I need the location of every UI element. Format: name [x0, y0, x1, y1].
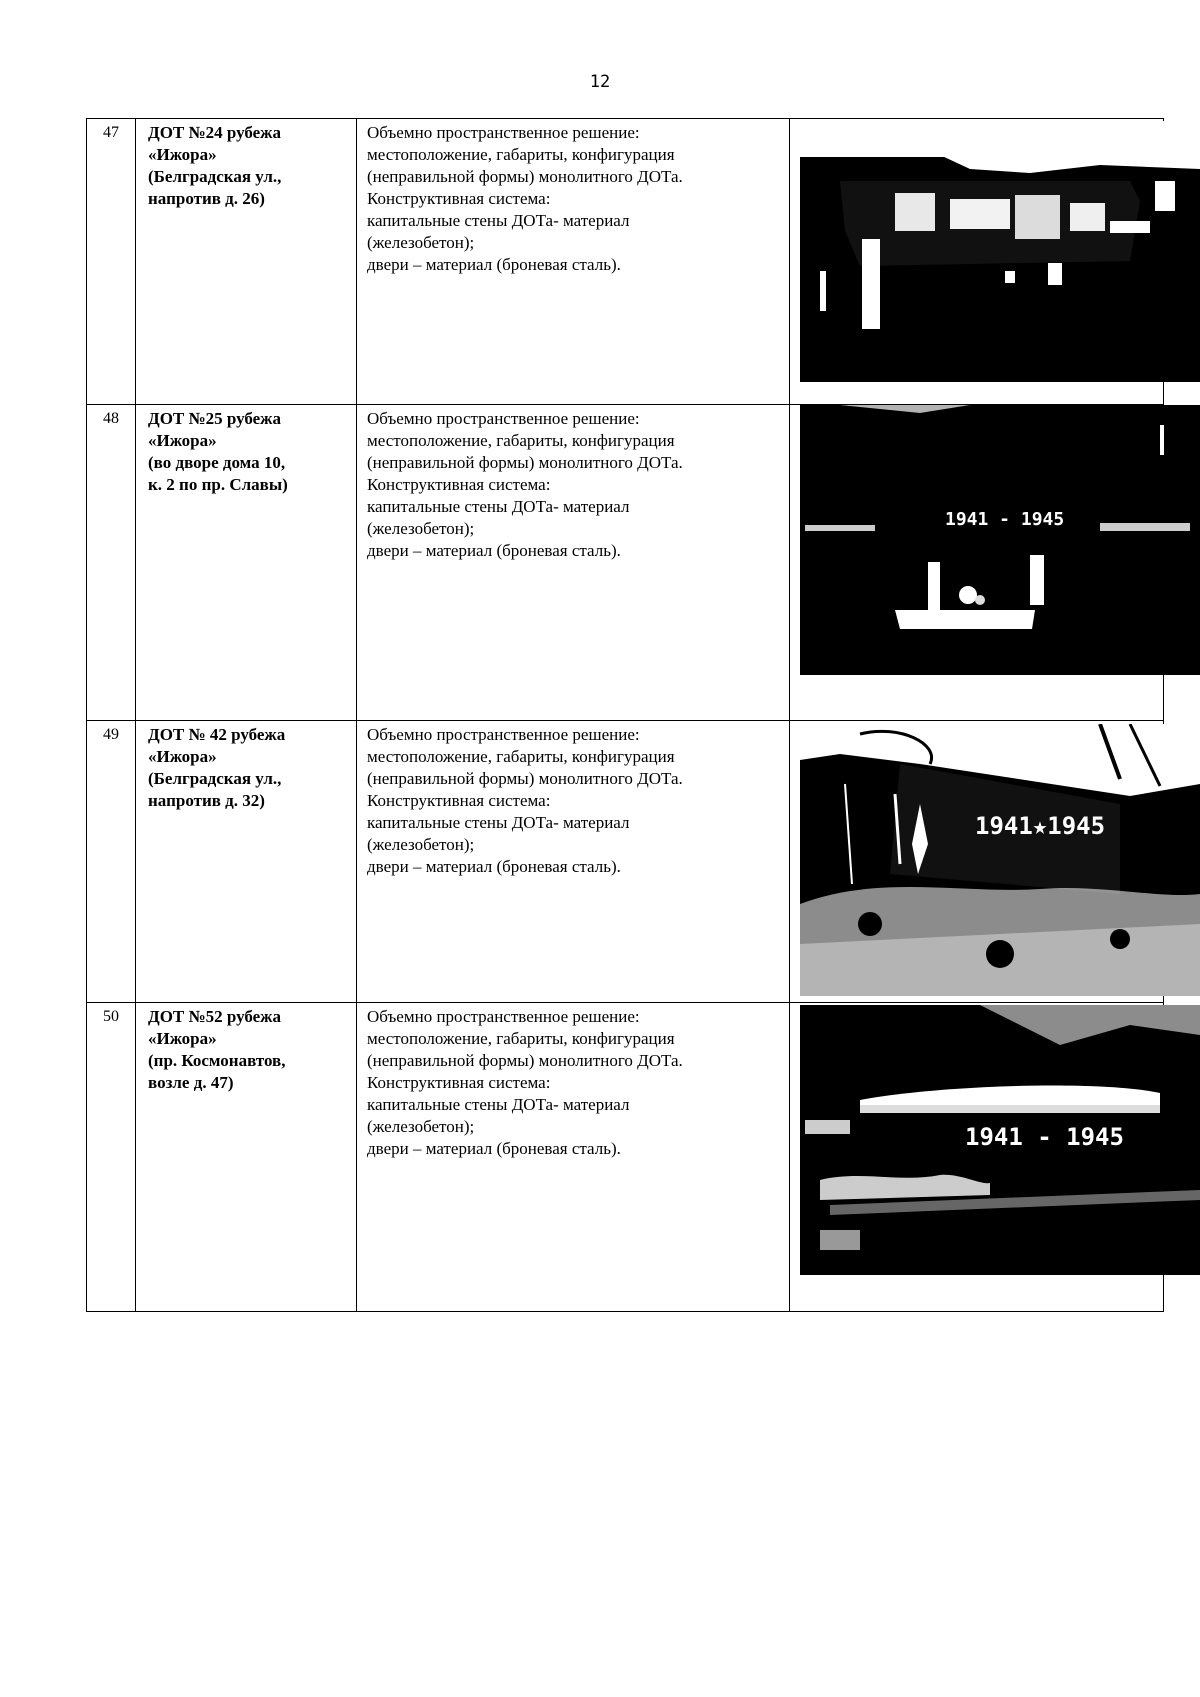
- description-line: Конструктивная система:: [367, 1073, 551, 1092]
- object-description-cell: [357, 721, 790, 1003]
- description-line: капитальные стены ДОТа- материал: [367, 497, 630, 516]
- object-name-line: «Ижора»: [148, 431, 217, 450]
- table-row: [87, 1003, 1164, 1312]
- object-name-line: возле д. 47): [148, 1073, 234, 1092]
- object-name-line: к. 2 по пр. Славы): [148, 475, 288, 494]
- bunker-photo: [800, 1005, 1200, 1275]
- object-name-line: ДОТ № 42 рубежа: [148, 725, 286, 744]
- photo-caption: 1941 - 1945: [965, 1123, 1124, 1151]
- description-line: (неправильной формы) монолитного ДОТа.: [367, 1051, 683, 1070]
- description-line: двери – материал (броневая сталь).: [367, 255, 621, 274]
- description-line: (неправильной формы) монолитного ДОТа.: [367, 453, 683, 472]
- table-row: [87, 119, 1164, 405]
- description-line: (железобетон);: [367, 835, 475, 854]
- description-line: (железобетон);: [367, 1117, 475, 1136]
- description-line: (железобетон);: [367, 233, 475, 252]
- object-name-line: (пр. Космонавтов,: [148, 1051, 286, 1070]
- bunker-photo: [800, 405, 1200, 675]
- object-name-cell: [136, 119, 357, 405]
- row-number: 49: [87, 721, 136, 1003]
- description-line: двери – материал (броневая сталь).: [367, 1139, 621, 1158]
- object-name-cell: [136, 405, 357, 721]
- photo-cell: [790, 119, 1164, 405]
- description-line: двери – материал (броневая сталь).: [367, 857, 621, 876]
- description-line: Объемно пространственное решение:: [367, 1007, 640, 1026]
- row-number: 47: [87, 119, 136, 405]
- photo-caption: 1941★1945: [975, 812, 1106, 840]
- object-description-cell: [357, 119, 790, 405]
- description-line: (неправильной формы) монолитного ДОТа.: [367, 167, 683, 186]
- object-name-line: ДОТ №25 рубежа: [148, 409, 281, 428]
- table-row: [87, 405, 1164, 721]
- object-name-line: (Белградская ул.,: [148, 167, 282, 186]
- description-line: местоположение, габариты, конфигурация: [367, 431, 675, 450]
- photo-cell: [790, 405, 1164, 721]
- description-line: (неправильной формы) монолитного ДОТа.: [367, 769, 683, 788]
- object-name-line: «Ижора»: [148, 145, 217, 164]
- description-line: местоположение, габариты, конфигурация: [367, 145, 675, 164]
- description-line: капитальные стены ДОТа- материал: [367, 1095, 630, 1114]
- bunker-photo: [800, 121, 1200, 382]
- description-line: Объемно пространственное решение:: [367, 123, 640, 142]
- row-number: 50: [87, 1003, 136, 1312]
- description-line: Конструктивная система:: [367, 475, 551, 494]
- object-name-line: «Ижора»: [148, 747, 217, 766]
- description-line: местоположение, габариты, конфигурация: [367, 1029, 675, 1048]
- object-name-line: (во дворе дома 10,: [148, 453, 286, 472]
- object-description-cell: [357, 405, 790, 721]
- objects-table: [86, 118, 1164, 1312]
- description-line: (железобетон);: [367, 519, 475, 538]
- object-name-cell: [136, 721, 357, 1003]
- photo-cell: [790, 1003, 1164, 1312]
- photo-caption: 1941 - 1945: [945, 509, 1065, 530]
- description-line: двери – материал (броневая сталь).: [367, 541, 621, 560]
- object-name-line: напротив д. 32): [148, 791, 265, 810]
- object-name-line: ДОТ №52 рубежа: [148, 1007, 281, 1026]
- object-name-line: напротив д. 26): [148, 189, 265, 208]
- object-name-cell: [136, 1003, 357, 1312]
- row-number: 48: [87, 405, 136, 721]
- description-line: Конструктивная система:: [367, 791, 551, 810]
- object-name-line: ДОТ №24 рубежа: [148, 123, 281, 142]
- object-name-line: «Ижора»: [148, 1029, 217, 1048]
- object-name-line: (Белградская ул.,: [148, 769, 282, 788]
- description-line: капитальные стены ДОТа- материал: [367, 813, 630, 832]
- description-line: капитальные стены ДОТа- материал: [367, 211, 630, 230]
- description-line: Объемно пространственное решение:: [367, 725, 640, 744]
- page-number: 12: [589, 72, 611, 92]
- bunker-photo: [800, 724, 1200, 996]
- description-line: Конструктивная система:: [367, 189, 551, 208]
- photo-cell: [790, 721, 1164, 1003]
- description-line: Объемно пространственное решение:: [367, 409, 640, 428]
- description-line: местоположение, габариты, конфигурация: [367, 747, 675, 766]
- object-description-cell: [357, 1003, 790, 1312]
- table-row: [87, 721, 1164, 1003]
